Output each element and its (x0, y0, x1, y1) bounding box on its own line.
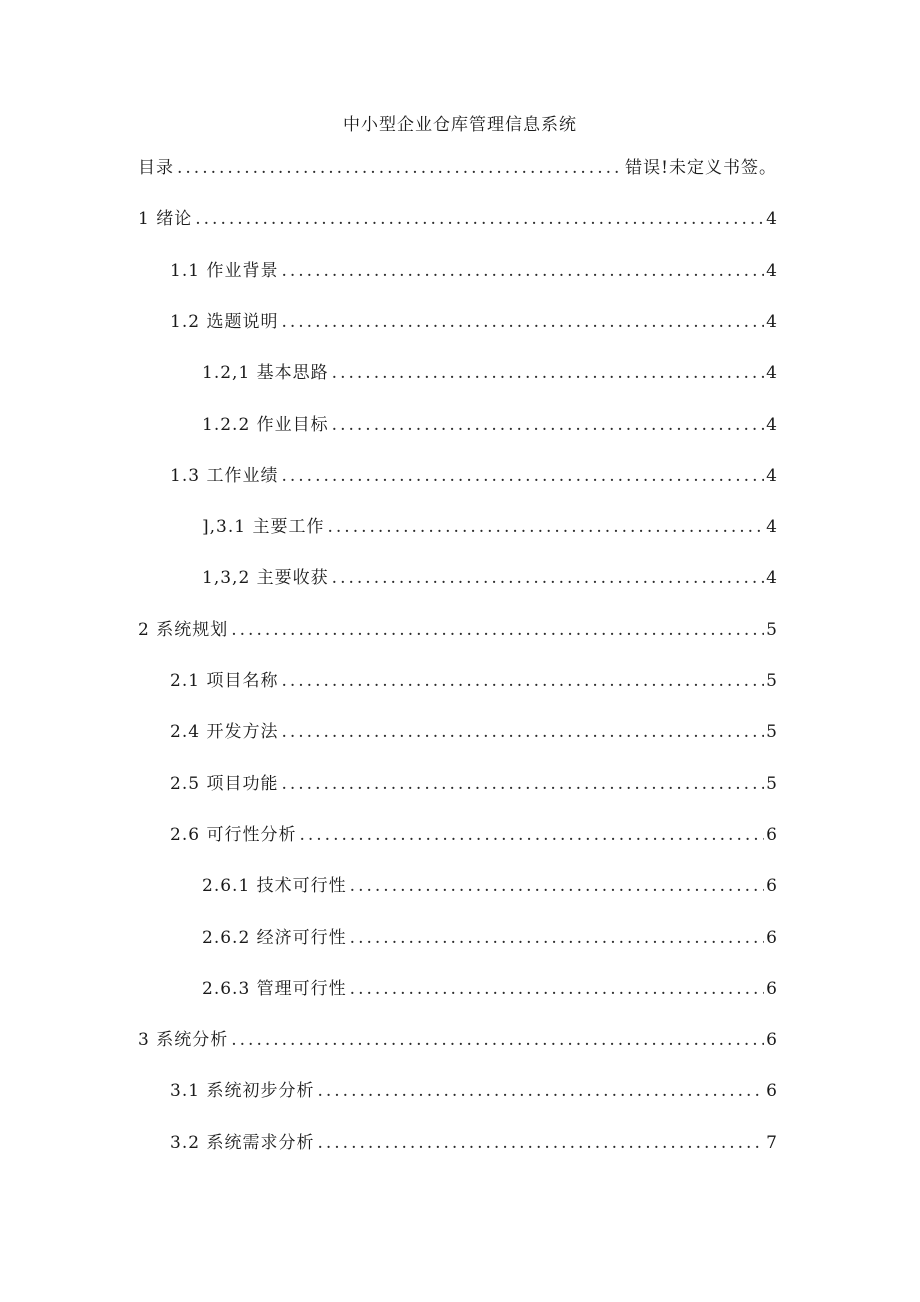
toc-entry[interactable] (170, 1079, 777, 1103)
toc-entry[interactable] (170, 310, 777, 334)
toc-entry-label: 2 系统规划 (138, 620, 229, 640)
toc-entry-label: 1,3,2 主要收获 (202, 568, 329, 588)
toc-dot-leader (299, 823, 764, 847)
toc-dot-leader (281, 310, 764, 334)
toc-dot-leader (317, 1131, 764, 1155)
toc-dot-leader (231, 1028, 764, 1052)
toc-entry[interactable] (202, 566, 777, 590)
toc-dot-leader (177, 156, 623, 180)
toc-dot-leader (350, 977, 765, 1001)
toc-entry-label: 3.1 系统初步分析 (170, 1081, 315, 1101)
toc-entry[interactable] (170, 823, 777, 847)
toc-entry-label: 3.2 系统需求分析 (170, 1133, 315, 1153)
toc-entry[interactable] (202, 361, 777, 385)
toc-entry-page: 错误!未定义书签。 (625, 158, 777, 178)
toc-dot-leader (281, 772, 764, 796)
toc-entry-page: 6 (766, 979, 777, 999)
toc-entry-label: 2.6.1 技术可行性 (202, 876, 347, 896)
toc-entry-page: 6 (766, 1030, 777, 1050)
toc-entry-page: 4 (766, 568, 777, 588)
toc-entry-label: 1.2 选题说明 (170, 312, 279, 332)
toc-entry-label: 2.4 开发方法 (170, 722, 279, 742)
toc-entry[interactable] (138, 156, 777, 180)
toc-entry[interactable] (170, 669, 777, 693)
toc-entry-page: 5 (766, 722, 777, 742)
toc-entry-page: 6 (766, 928, 777, 948)
toc-entry-page: 4 (766, 209, 777, 229)
toc-dot-leader (332, 361, 765, 385)
toc-entry-page: 5 (766, 620, 777, 640)
toc-dot-leader (327, 515, 764, 539)
toc-entry[interactable] (202, 874, 777, 898)
toc-entry-label: 2.6.2 经济可行性 (202, 928, 347, 948)
toc-dot-leader (332, 413, 765, 437)
toc-dot-leader (350, 926, 765, 950)
toc-entry[interactable] (170, 772, 777, 796)
toc-entry-page: 4 (766, 363, 777, 383)
document-title: 中小型企业仓库管理信息系统 (343, 115, 577, 135)
toc-dot-leader (281, 259, 764, 283)
toc-entry[interactable] (202, 977, 777, 1001)
toc-entry[interactable] (202, 926, 777, 950)
toc-entry-label: 2.6 可行性分析 (170, 825, 297, 845)
toc-dot-leader (317, 1079, 764, 1103)
toc-entry-label: 1.2,1 基本思路 (202, 363, 329, 383)
toc-entry[interactable] (170, 259, 777, 283)
toc-entry-page: 6 (766, 825, 777, 845)
toc-entry[interactable] (170, 1131, 777, 1155)
toc-entry-page: 5 (766, 774, 777, 794)
toc-entry-page: 4 (766, 261, 777, 281)
toc-entry[interactable] (202, 515, 777, 539)
toc-entry-label: 2.1 项目名称 (170, 671, 279, 691)
toc-entry[interactable] (170, 720, 777, 744)
toc-entry-page: 6 (766, 876, 777, 896)
toc-entry[interactable] (138, 207, 777, 231)
toc-entry[interactable] (138, 1028, 777, 1052)
toc-entry-label: 1.1 作业背景 (170, 261, 279, 281)
toc-entry[interactable] (170, 464, 777, 488)
toc-entry-label: 1 绪论 (138, 209, 193, 229)
toc-dot-leader (231, 618, 764, 642)
toc-entry-label: 2.5 项目功能 (170, 774, 279, 794)
toc-entry-label: 2.6.3 管理可行性 (202, 979, 347, 999)
toc-dot-leader (281, 720, 764, 744)
toc-entry-page: 4 (766, 312, 777, 332)
toc-entry[interactable] (138, 618, 777, 642)
toc-entry-label: 目录 (138, 158, 174, 178)
toc-entry-page: 6 (766, 1081, 777, 1101)
toc-entry-page: 4 (766, 415, 777, 435)
toc-entry-label: 1.3 工作业绩 (170, 466, 279, 486)
toc-entry-page: 4 (766, 517, 777, 537)
toc-entry-label: 3 系统分析 (138, 1030, 229, 1050)
toc-entry-page: 4 (766, 466, 777, 486)
toc-entry-page: 7 (766, 1133, 777, 1153)
toc-dot-leader (281, 464, 764, 488)
toc-dot-leader (350, 874, 765, 898)
toc-dot-leader (195, 207, 764, 231)
toc-dot-leader (281, 669, 764, 693)
toc-entry-label: ],3.1 主要工作 (202, 517, 325, 537)
toc-entry-page: 5 (766, 671, 777, 691)
toc-entry-label: 1.2.2 作业目标 (202, 415, 329, 435)
toc-entry[interactable] (202, 413, 777, 437)
toc-dot-leader (332, 566, 765, 590)
